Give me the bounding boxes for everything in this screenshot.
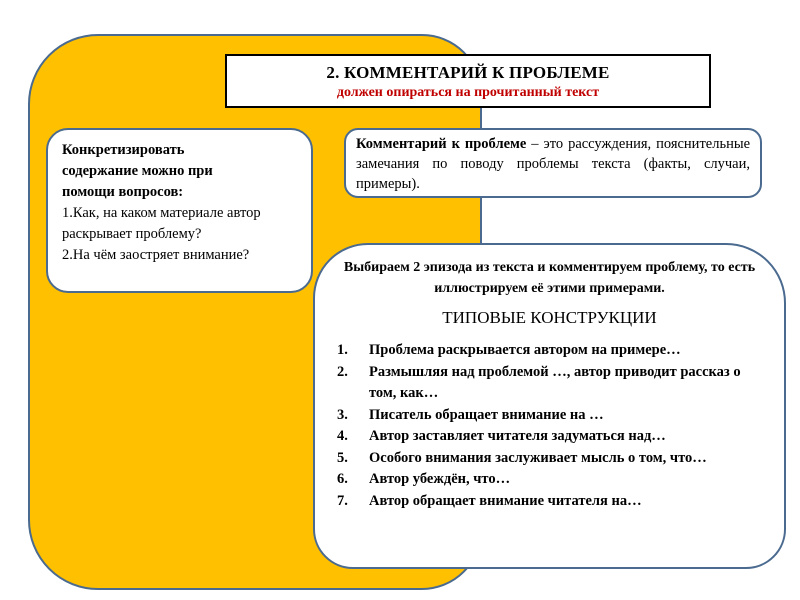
list-item-text: Писатель обращает внимание на … xyxy=(369,406,604,423)
list-item-text: Автор заставляет читателя задуматься над… xyxy=(369,428,666,444)
list-item-number: 6. xyxy=(337,471,348,487)
list-item-text: Проблема раскрывается автором на примере… xyxy=(369,342,681,358)
title-box xyxy=(225,54,711,108)
list-item xyxy=(335,469,764,491)
list-item-number: 2. xyxy=(337,363,348,380)
list-item xyxy=(335,362,764,405)
list-item-text: Автор обращает внимание читателя на… xyxy=(369,492,642,509)
definition-box xyxy=(344,128,762,198)
constructions-list xyxy=(335,340,764,512)
constructions-heading: ТИПОВЫЕ КОНСТРУКЦИИ xyxy=(442,308,657,327)
questions-box xyxy=(46,128,313,293)
list-item-number: 1. xyxy=(337,342,348,358)
questions-heading-line: Конкретизировать xyxy=(62,142,185,158)
list-item-text: Особого внимания заслуживает мысль о том, что… xyxy=(369,449,707,466)
page-subtitle: должен опираться на прочитанный текст xyxy=(336,85,600,100)
question-item: 2.На чём заостряет внимание? xyxy=(62,247,250,263)
list-item xyxy=(335,340,764,362)
constructions-box xyxy=(313,243,786,569)
list-item-text: Автор убеждён, что… xyxy=(369,471,511,487)
list-item xyxy=(335,426,764,448)
list-item-number: 7. xyxy=(337,492,348,509)
question-item: 1.Как, на каком материале автор раскрывает проблему? xyxy=(62,205,261,242)
list-item-number: 3. xyxy=(337,406,348,423)
list-item xyxy=(335,491,764,513)
page-title: 2. КОММЕНТАРИЙ К ПРОБЛЕМЕ xyxy=(326,63,610,82)
list-item xyxy=(335,448,764,470)
definition-term: Комментарий к проблеме xyxy=(356,136,527,152)
definition-text: – это рассуждения, пояснительные замечания по поводу проблемы текста (факты, случаи, примеры). xyxy=(356,136,751,192)
questions-heading-line: помощи вопросов: xyxy=(62,184,184,200)
list-item-text: Размышляя над проблемой …, автор приводит рассказ о том, как… xyxy=(369,363,741,401)
list-item-number: 4. xyxy=(337,428,348,444)
list-item xyxy=(335,405,764,427)
constructions-intro: Выбираем 2 эпизода из текста и комментируем проблему, то есть иллюстрируем её этими примерами. xyxy=(343,260,756,296)
questions-heading-line: содержание можно при xyxy=(62,163,213,179)
list-item-number: 5. xyxy=(337,449,348,466)
